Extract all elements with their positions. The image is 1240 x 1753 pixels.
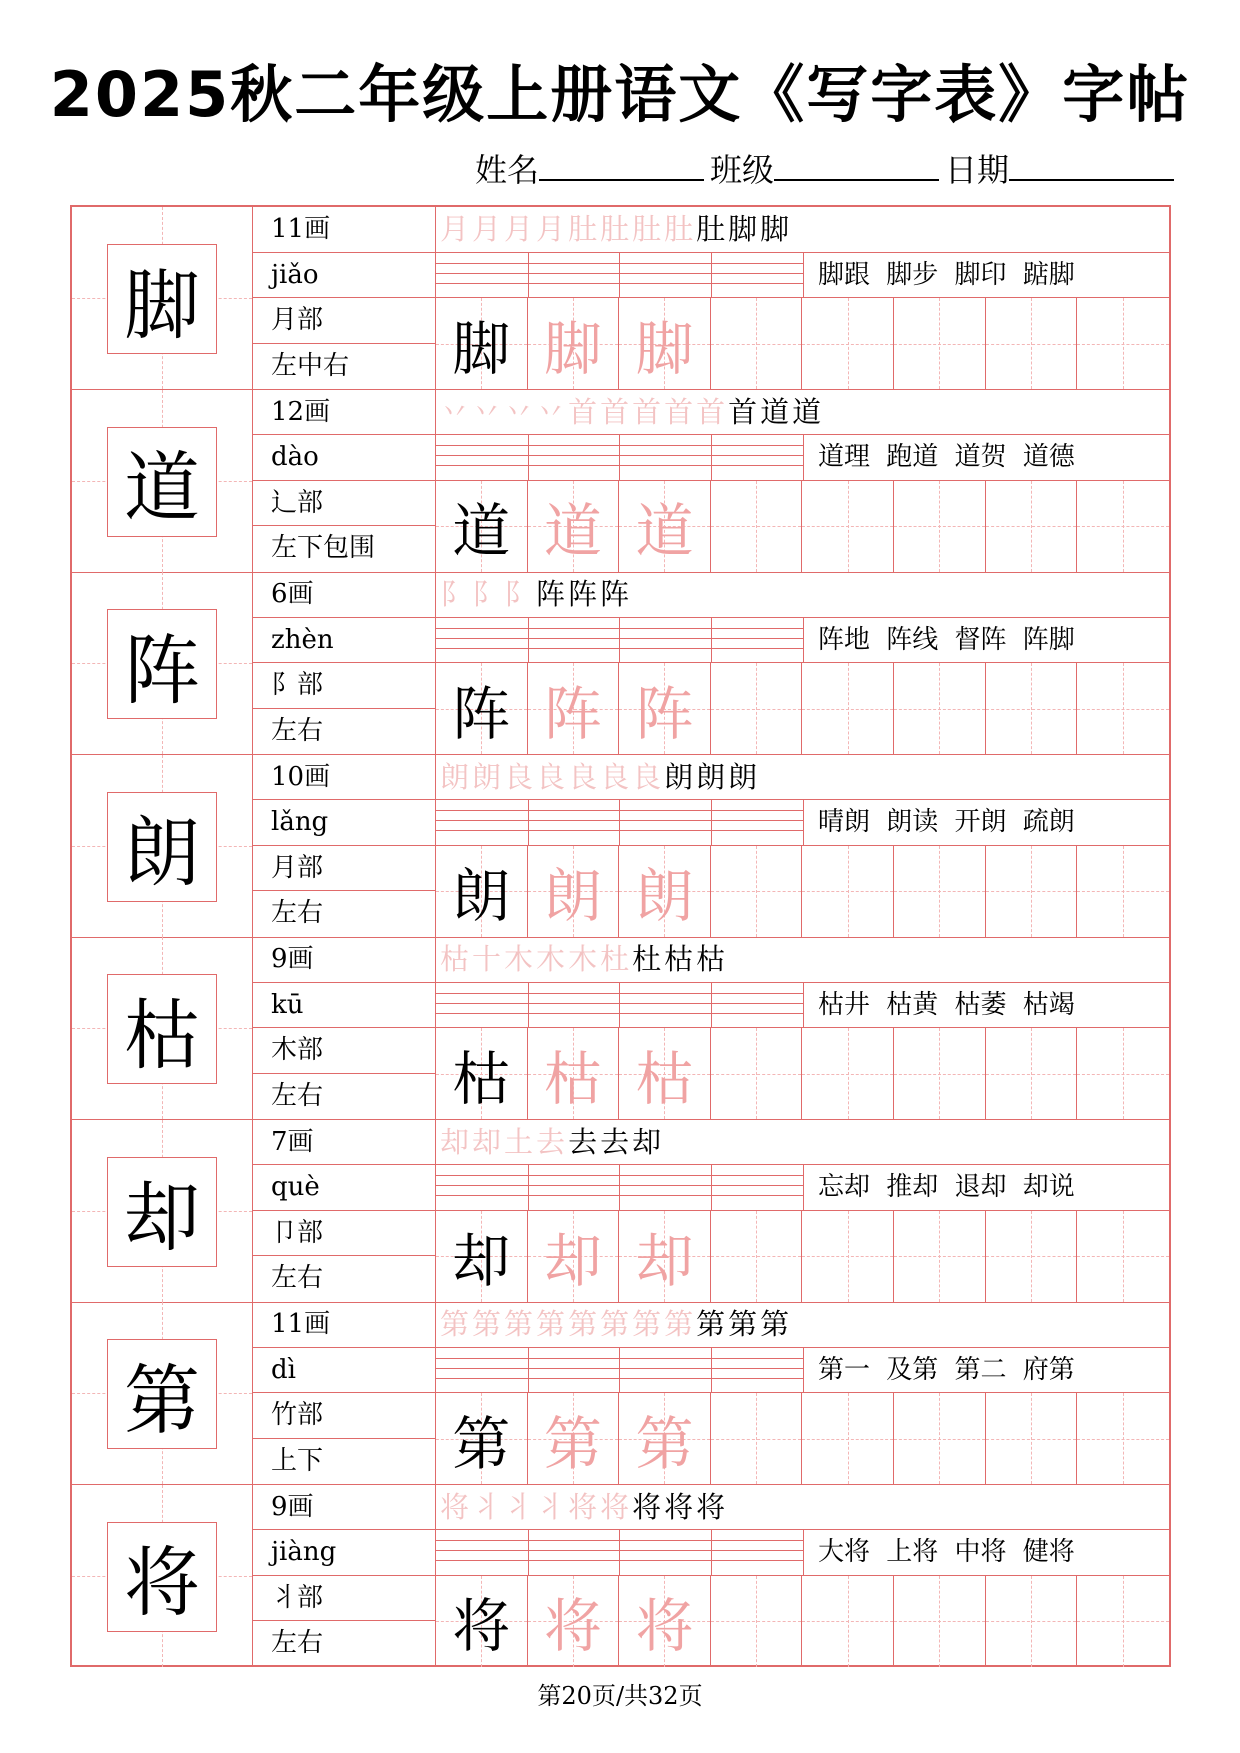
stroke-step: 丷 bbox=[440, 394, 473, 429]
stroke-step: 肚 bbox=[632, 212, 665, 246]
example-cell bbox=[436, 846, 528, 937]
class-label: 班级 bbox=[709, 151, 774, 189]
example-cell bbox=[436, 663, 528, 754]
stroke-step: 朗 bbox=[696, 759, 729, 794]
stroke-order bbox=[436, 1120, 1169, 1166]
pinyin: jiǎo bbox=[253, 253, 435, 299]
trace-cell bbox=[619, 298, 711, 389]
word-examples: 晴朗 朗读 开朗 疏朗 bbox=[803, 800, 1169, 846]
stroke-order bbox=[436, 937, 1169, 983]
practice-grid bbox=[436, 1393, 1169, 1484]
blank-practice-cell[interactable] bbox=[894, 298, 986, 389]
radical: 卩部 bbox=[253, 1211, 435, 1257]
stroke-step: 去 bbox=[536, 1124, 569, 1159]
pinyin: zhèn bbox=[253, 618, 435, 664]
stroke-step: 丬 bbox=[536, 1489, 569, 1524]
char-meta bbox=[253, 1485, 436, 1667]
trace-cell bbox=[619, 1393, 711, 1484]
stroke-count: 6画 bbox=[253, 572, 435, 618]
model-char: 枯 bbox=[107, 974, 217, 1084]
stroke-step: 肚 bbox=[600, 212, 633, 246]
char-meta bbox=[253, 390, 436, 572]
pinyin: jiàng bbox=[253, 1530, 435, 1576]
blank-practice-cell[interactable] bbox=[894, 1028, 986, 1119]
character-entry bbox=[72, 755, 1169, 938]
char-meta bbox=[253, 937, 436, 1119]
word-examples: 大将 上将 中将 健将 bbox=[803, 1530, 1169, 1576]
trace-char: 枯 bbox=[635, 1044, 694, 1113]
blank-practice-cell[interactable] bbox=[986, 846, 1078, 937]
trace-cell bbox=[528, 1576, 620, 1667]
stroke-step: 木 bbox=[504, 942, 537, 976]
structure: 左右 bbox=[271, 1263, 324, 1293]
trace-char: 阵 bbox=[635, 679, 694, 748]
blank-practice-cell[interactable] bbox=[711, 1211, 803, 1302]
student-info bbox=[475, 140, 1180, 200]
trace-char: 枯 bbox=[543, 1044, 602, 1113]
stroke-step: 首 bbox=[696, 394, 729, 429]
pinyin-lines[interactable] bbox=[436, 800, 803, 846]
stroke-step: 第 bbox=[536, 1307, 569, 1341]
stroke-step: 去 bbox=[568, 1124, 601, 1159]
stroke-step: 第 bbox=[504, 1307, 537, 1341]
model-char-cell bbox=[72, 390, 253, 572]
trace-char: 将 bbox=[543, 1592, 602, 1660]
trace-cell bbox=[528, 1028, 620, 1119]
stroke-order bbox=[436, 207, 1169, 253]
stroke-step: 首 bbox=[728, 394, 761, 429]
date-field[interactable] bbox=[1009, 145, 1174, 181]
stroke-order bbox=[436, 390, 1169, 436]
name-label: 姓名 bbox=[474, 151, 539, 189]
trace-char: 第 bbox=[635, 1409, 694, 1478]
stroke-step: 阝 bbox=[472, 577, 505, 611]
page-title: 2025秋二年级上册语文《写字表》字帖 bbox=[49, 58, 1191, 131]
pinyin: kū bbox=[253, 983, 435, 1029]
stroke-order bbox=[436, 755, 1169, 801]
stroke-step: 良 bbox=[632, 759, 665, 794]
stroke-step: 肚 bbox=[696, 212, 729, 246]
name-field[interactable] bbox=[539, 145, 704, 181]
model-char-cell bbox=[72, 1485, 253, 1667]
stroke-step: 阵 bbox=[536, 577, 569, 611]
blank-practice-cell[interactable] bbox=[1077, 846, 1169, 937]
pinyin: lǎng bbox=[253, 800, 435, 846]
stroke-step: 将 bbox=[600, 1489, 633, 1524]
model-char-cell bbox=[72, 755, 253, 937]
blank-practice-cell[interactable] bbox=[986, 1211, 1078, 1302]
practice-grid bbox=[436, 481, 1169, 572]
blank-practice-cell[interactable] bbox=[802, 1393, 894, 1484]
blank-practice-cell[interactable] bbox=[894, 663, 986, 754]
radical: 辶部 bbox=[253, 481, 435, 527]
stroke-step: 丬 bbox=[472, 1489, 505, 1524]
pinyin-lines[interactable] bbox=[436, 253, 803, 299]
stroke-step: 枯 bbox=[664, 942, 697, 976]
stroke-count: 10画 bbox=[253, 755, 435, 801]
class-field[interactable] bbox=[774, 145, 939, 181]
stroke-step: 第 bbox=[568, 1307, 601, 1341]
blank-practice-cell[interactable] bbox=[1077, 1211, 1169, 1302]
stroke-step: 首 bbox=[664, 394, 697, 429]
trace-cell bbox=[528, 846, 620, 937]
blank-practice-cell[interactable] bbox=[802, 1028, 894, 1119]
example-cell bbox=[436, 1028, 528, 1119]
pinyin-lines[interactable] bbox=[436, 618, 803, 664]
model-char: 第 bbox=[107, 1339, 217, 1449]
structure: 上下 bbox=[271, 1445, 324, 1476]
stroke-step: 良 bbox=[600, 759, 633, 794]
trace-cell bbox=[528, 1393, 620, 1484]
word-examples: 第一 及第 第二 府第 bbox=[803, 1348, 1169, 1394]
trace-char: 将 bbox=[635, 1592, 694, 1660]
blank-practice-cell[interactable] bbox=[986, 1576, 1078, 1667]
stroke-count: 12画 bbox=[253, 390, 435, 436]
character-entry bbox=[72, 1485, 1169, 1668]
practice-grid bbox=[436, 1576, 1169, 1667]
pinyin: dì bbox=[253, 1348, 435, 1394]
blank-practice-cell[interactable] bbox=[1077, 1576, 1169, 1667]
pinyin: dào bbox=[253, 435, 435, 481]
practice-grid bbox=[436, 846, 1169, 937]
practice-char: 朗 bbox=[452, 862, 511, 930]
stroke-step: 枯 bbox=[696, 942, 729, 976]
stroke-step: 第 bbox=[472, 1307, 505, 1341]
blank-practice-cell[interactable] bbox=[1077, 298, 1169, 389]
trace-char: 道 bbox=[635, 497, 694, 565]
blank-practice-cell[interactable] bbox=[802, 481, 894, 572]
model-char: 阵 bbox=[107, 609, 217, 719]
blank-practice-cell[interactable] bbox=[711, 1393, 803, 1484]
model-char-cell bbox=[72, 937, 253, 1119]
blank-practice-cell[interactable] bbox=[986, 298, 1078, 389]
practice-sheet bbox=[70, 205, 1171, 1667]
radical: 木部 bbox=[253, 1028, 435, 1074]
stroke-step: 十 bbox=[472, 942, 505, 976]
char-meta bbox=[253, 572, 436, 754]
pinyin: què bbox=[253, 1165, 435, 1211]
practice-grid bbox=[436, 1028, 1169, 1119]
stroke-step: 朗 bbox=[440, 759, 473, 794]
pinyin-lines[interactable] bbox=[436, 1165, 803, 1211]
stroke-step: 却 bbox=[472, 1124, 505, 1159]
blank-practice-cell[interactable] bbox=[894, 1576, 986, 1667]
blank-practice-cell[interactable] bbox=[802, 663, 894, 754]
trace-cell bbox=[619, 846, 711, 937]
structure: 左右 bbox=[271, 1628, 324, 1658]
stroke-step: 第 bbox=[664, 1307, 697, 1341]
page-footer: 第20页/共32页 bbox=[537, 1682, 703, 1710]
practice-grid bbox=[436, 298, 1169, 389]
stroke-step: 将 bbox=[696, 1489, 729, 1524]
stroke-step: 将 bbox=[664, 1489, 697, 1524]
blank-practice-cell[interactable] bbox=[711, 663, 803, 754]
trace-cell bbox=[619, 1028, 711, 1119]
radical: 竹部 bbox=[253, 1393, 435, 1439]
practice-grid bbox=[436, 663, 1169, 754]
trace-char: 阵 bbox=[543, 679, 602, 748]
blank-practice-cell[interactable] bbox=[711, 846, 803, 937]
blank-practice-cell[interactable] bbox=[986, 663, 1078, 754]
stroke-step: 朗 bbox=[728, 759, 761, 794]
stroke-step: 月 bbox=[472, 212, 505, 246]
stroke-step: 阝 bbox=[440, 577, 473, 611]
stroke-step: 月 bbox=[504, 212, 537, 246]
stroke-count: 7画 bbox=[253, 1120, 435, 1166]
stroke-order bbox=[436, 1302, 1169, 1348]
pinyin-lines[interactable] bbox=[436, 983, 803, 1029]
stroke-step: 阵 bbox=[568, 577, 601, 611]
radical: 月部 bbox=[253, 298, 435, 344]
practice-char: 将 bbox=[452, 1592, 511, 1660]
char-meta bbox=[253, 1120, 436, 1302]
model-char: 道 bbox=[107, 427, 217, 537]
character-entry bbox=[72, 390, 1169, 573]
trace-char: 朗 bbox=[635, 862, 694, 930]
stroke-step: 月 bbox=[440, 212, 473, 246]
blank-practice-cell[interactable] bbox=[894, 846, 986, 937]
trace-cell bbox=[528, 663, 620, 754]
structure: 左右 bbox=[271, 898, 324, 928]
trace-char: 第 bbox=[543, 1409, 602, 1478]
practice-char: 脚 bbox=[452, 314, 511, 383]
trace-cell bbox=[619, 1576, 711, 1667]
model-char-cell bbox=[72, 572, 253, 754]
stroke-step: 良 bbox=[568, 759, 601, 794]
trace-cell bbox=[619, 663, 711, 754]
pinyin-lines[interactable] bbox=[436, 1348, 803, 1394]
trace-char: 朗 bbox=[543, 862, 602, 930]
stroke-step: 木 bbox=[568, 942, 601, 976]
word-examples: 忘却 推却 退却 却说 bbox=[803, 1165, 1169, 1211]
stroke-step: 第 bbox=[728, 1307, 761, 1341]
blank-practice-cell[interactable] bbox=[986, 481, 1078, 572]
blank-practice-cell[interactable] bbox=[711, 1576, 803, 1667]
blank-practice-cell[interactable] bbox=[711, 481, 803, 572]
character-entry bbox=[72, 207, 1169, 390]
stroke-step: 木 bbox=[536, 942, 569, 976]
model-char: 朗 bbox=[107, 792, 217, 902]
character-entry bbox=[72, 937, 1169, 1120]
blank-practice-cell[interactable] bbox=[802, 1576, 894, 1667]
trace-char: 却 bbox=[635, 1227, 694, 1295]
word-examples: 阵地 阵线 督阵 阵脚 bbox=[803, 618, 1169, 664]
character-entry bbox=[72, 1302, 1169, 1485]
example-cell bbox=[436, 481, 528, 572]
blank-practice-cell[interactable] bbox=[986, 1393, 1078, 1484]
stroke-count: 9画 bbox=[253, 937, 435, 983]
stroke-step: 将 bbox=[440, 1489, 473, 1524]
structure: 左右 bbox=[271, 1080, 324, 1111]
stroke-step: 却 bbox=[440, 1124, 473, 1159]
blank-practice-cell[interactable] bbox=[894, 1393, 986, 1484]
stroke-step: 第 bbox=[440, 1307, 473, 1341]
trace-cell bbox=[528, 481, 620, 572]
char-meta bbox=[253, 207, 436, 389]
stroke-step: 第 bbox=[760, 1307, 793, 1341]
practice-char: 第 bbox=[452, 1409, 511, 1478]
stroke-step: 土 bbox=[504, 1124, 537, 1159]
stroke-step: 第 bbox=[696, 1307, 729, 1341]
trace-cell bbox=[619, 1211, 711, 1302]
stroke-step: 良 bbox=[536, 759, 569, 794]
stroke-step: 脚 bbox=[728, 212, 761, 246]
trace-char: 却 bbox=[543, 1227, 602, 1295]
blank-practice-cell[interactable] bbox=[1077, 663, 1169, 754]
example-cell bbox=[436, 1393, 528, 1484]
date-label: 日期 bbox=[944, 151, 1009, 189]
practice-char: 阵 bbox=[452, 679, 511, 748]
pinyin-lines[interactable] bbox=[436, 1530, 803, 1576]
char-meta bbox=[253, 755, 436, 937]
blank-practice-cell[interactable] bbox=[711, 298, 803, 389]
stroke-step: 丷 bbox=[504, 394, 537, 429]
stroke-step: 将 bbox=[568, 1489, 601, 1524]
stroke-step: 朗 bbox=[472, 759, 505, 794]
word-examples: 道理 跑道 道贺 道德 bbox=[803, 435, 1169, 481]
stroke-step: 朗 bbox=[664, 759, 697, 794]
stroke-step: 阵 bbox=[600, 577, 633, 611]
stroke-step: 首 bbox=[600, 394, 633, 429]
practice-char: 枯 bbox=[452, 1044, 511, 1113]
stroke-order bbox=[436, 1485, 1169, 1531]
trace-char: 脚 bbox=[543, 314, 602, 383]
blank-practice-cell[interactable] bbox=[711, 1028, 803, 1119]
stroke-step: 道 bbox=[760, 394, 793, 429]
radical: 阝部 bbox=[253, 663, 435, 709]
stroke-count: 11画 bbox=[253, 207, 435, 253]
blank-practice-cell[interactable] bbox=[1077, 481, 1169, 572]
blank-practice-cell[interactable] bbox=[802, 298, 894, 389]
stroke-step: 丷 bbox=[536, 394, 569, 429]
blank-practice-cell[interactable] bbox=[894, 481, 986, 572]
example-cell bbox=[436, 1576, 528, 1667]
stroke-step: 去 bbox=[600, 1124, 633, 1159]
stroke-step: 丷 bbox=[472, 394, 505, 429]
stroke-step: 将 bbox=[632, 1489, 665, 1524]
stroke-step: 杜 bbox=[632, 942, 665, 976]
stroke-count: 11画 bbox=[253, 1302, 435, 1348]
structure: 左右 bbox=[271, 715, 324, 746]
blank-practice-cell[interactable] bbox=[802, 1211, 894, 1302]
example-cell bbox=[436, 298, 528, 389]
trace-cell bbox=[619, 481, 711, 572]
character-entry bbox=[72, 572, 1169, 755]
stroke-step: 月 bbox=[536, 212, 569, 246]
stroke-step: 第 bbox=[632, 1307, 665, 1341]
stroke-step: 肚 bbox=[664, 212, 697, 246]
blank-practice-cell[interactable] bbox=[1077, 1393, 1169, 1484]
stroke-order bbox=[436, 572, 1169, 618]
char-meta bbox=[253, 1302, 436, 1484]
stroke-step: 枯 bbox=[440, 942, 473, 976]
stroke-step: 道 bbox=[792, 394, 825, 429]
stroke-step: 第 bbox=[600, 1307, 633, 1341]
stroke-step: 丬 bbox=[504, 1489, 537, 1524]
blank-practice-cell[interactable] bbox=[1077, 1028, 1169, 1119]
radical: 月部 bbox=[253, 846, 435, 892]
trace-char: 道 bbox=[543, 497, 602, 565]
trace-char: 脚 bbox=[635, 314, 694, 383]
practice-grid bbox=[436, 1211, 1169, 1302]
model-char: 却 bbox=[107, 1157, 217, 1267]
model-char-cell bbox=[72, 207, 253, 389]
trace-cell bbox=[528, 1211, 620, 1302]
model-char-cell bbox=[72, 1120, 253, 1302]
stroke-step: 脚 bbox=[760, 212, 793, 246]
character-entry bbox=[72, 1120, 1169, 1303]
stroke-step: 却 bbox=[632, 1124, 665, 1159]
stroke-count: 9画 bbox=[253, 1485, 435, 1531]
example-cell bbox=[436, 1211, 528, 1302]
stroke-step: 首 bbox=[632, 394, 665, 429]
blank-practice-cell[interactable] bbox=[986, 1028, 1078, 1119]
trace-cell bbox=[528, 298, 620, 389]
blank-practice-cell[interactable] bbox=[802, 846, 894, 937]
stroke-step: 杜 bbox=[600, 942, 633, 976]
word-examples: 脚跟 脚步 脚印 踮脚 bbox=[803, 253, 1169, 299]
practice-char: 却 bbox=[452, 1227, 511, 1295]
stroke-step: 阝 bbox=[504, 577, 537, 611]
stroke-step: 首 bbox=[568, 394, 601, 429]
model-char: 脚 bbox=[107, 244, 217, 354]
radical: 丬部 bbox=[253, 1576, 435, 1622]
structure: 左下包围 bbox=[271, 533, 376, 563]
stroke-step: 肚 bbox=[568, 212, 601, 246]
model-char: 将 bbox=[107, 1522, 217, 1632]
word-examples: 枯井 枯黄 枯萎 枯竭 bbox=[803, 983, 1169, 1029]
pinyin-lines[interactable] bbox=[436, 435, 803, 481]
stroke-step: 良 bbox=[504, 759, 537, 794]
practice-char: 道 bbox=[452, 497, 511, 565]
model-char-cell bbox=[72, 1302, 253, 1484]
structure: 左中右 bbox=[271, 350, 350, 381]
blank-practice-cell[interactable] bbox=[894, 1211, 986, 1302]
